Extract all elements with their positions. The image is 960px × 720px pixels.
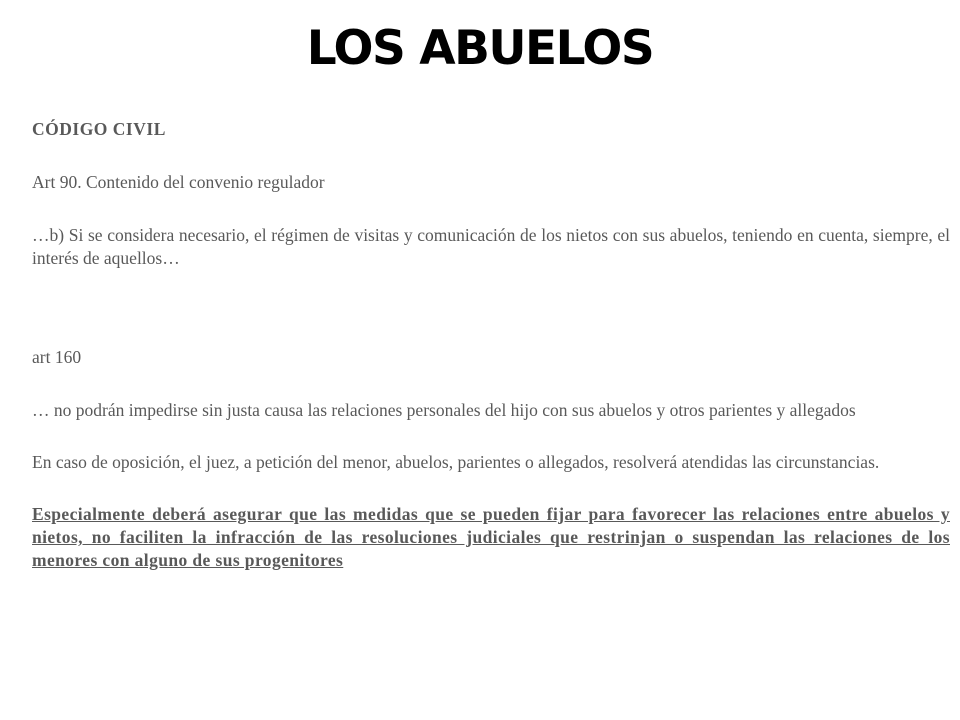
emphasis-paragraph: Especialmente deberá asegurar que las medidas que se pueden fijar para favorecer las relaciones entre abuelos y nietos, no faciliten la infracción de las resoluciones judiciales que restrinjan o suspendan las relaciones de los menores con alguno de sus progenitores [32,504,950,570]
opposition-paragraph: En caso de oposición, el juez, a petición del menor, abuelos, parientes o allegados, resolverá atendidas las circunstancias. [32,452,880,472]
article-90-title: Art 90. Contenido del convenio regulador [32,172,325,192]
slide-title: LOS ABUELOS [306,21,654,76]
article-160-text: … no podrán impedirse sin justa causa las relaciones personales del hijo con sus abuelos y otros parientes y allegados [32,400,856,420]
article-90-text: …b) Si se considera necesario, el régimen de visitas y comunicación de los nietos con sus abuelos, teniendo en cuenta, siempre, el interés de aquellos… [32,225,950,268]
article-160-title: art 160 [32,347,82,367]
section-heading: CÓDIGO CIVIL [32,119,166,139]
slide-content [32,118,950,572]
